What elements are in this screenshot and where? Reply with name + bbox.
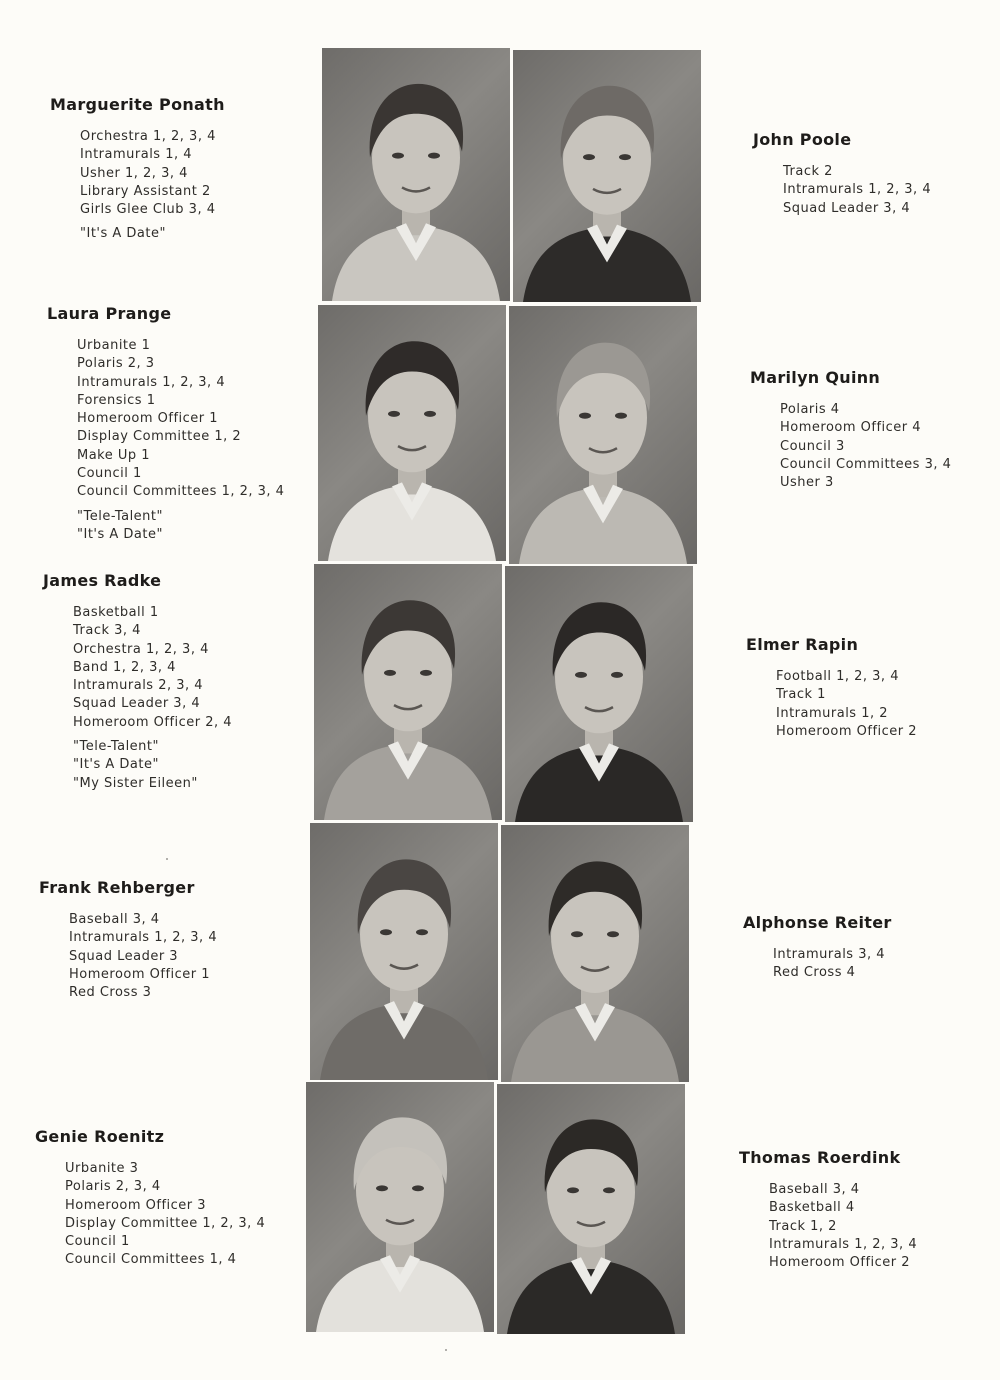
activity-list <box>35 1160 265 1270</box>
activity-item: Polaris 2, 3, 4 <box>65 1179 161 1195</box>
activity-item: Usher 3 <box>780 475 834 491</box>
activity-item: Homeroom Officer 4 <box>780 420 922 436</box>
activity-item: Intramurals 3, 4 <box>773 947 886 962</box>
portrait-eye <box>607 931 619 937</box>
student-name: Frank Rehberger <box>39 878 195 897</box>
activity-item: Library Assistant 2 <box>80 183 211 199</box>
portrait-attire <box>332 225 500 301</box>
portrait-photo-icon <box>509 306 697 564</box>
activity-item: Homeroom Officer 1 <box>77 411 219 427</box>
portrait-eye <box>380 929 392 935</box>
activity-list <box>50 128 225 219</box>
portrait-eye <box>376 1185 388 1191</box>
play-item: "Tele-Talent" <box>73 739 159 755</box>
portrait-photo-laura-prange <box>318 305 506 561</box>
activity-item: Red Cross 4 <box>773 965 856 981</box>
portrait-attire <box>507 1259 675 1334</box>
activity-item: Urbanite 3 <box>65 1161 139 1176</box>
portrait-eye <box>579 413 591 419</box>
activity-item: Intramurals 1, 2, 3, 4 <box>783 182 932 198</box>
activity-item: Polaris 4 <box>780 402 840 417</box>
portrait-photo-icon <box>497 1084 685 1334</box>
activity-item: Orchestra 1, 2, 3, 4 <box>80 129 216 144</box>
paper-speck <box>445 1349 447 1351</box>
student-name: Laura Prange <box>47 304 172 323</box>
activity-item: Intramurals 1, 2, 3, 4 <box>69 930 218 946</box>
activity-item: Usher 1, 2, 3, 4 <box>80 165 188 181</box>
portrait-photo-genie-roenitz <box>306 1082 494 1332</box>
portrait-eye <box>420 670 432 676</box>
activity-item: Display Committee 1, 2 <box>77 429 242 445</box>
activity-list <box>750 401 951 492</box>
student-name: James Radke <box>43 571 162 590</box>
portrait-attire <box>523 227 691 302</box>
portrait-attire <box>519 487 687 564</box>
portrait-photo-marilyn-quinn <box>509 306 697 564</box>
portrait-eye <box>412 1185 424 1191</box>
play-item: "My Sister Eileen" <box>73 775 198 791</box>
portrait-eye <box>424 411 436 417</box>
activity-item: Council Committees 1, 2, 3, 4 <box>77 484 285 500</box>
activity-item: Forensics 1 <box>77 392 156 408</box>
student-entry-thomas-roerdink <box>739 1148 917 1272</box>
activity-item: Squad Leader 3, 4 <box>73 696 201 712</box>
portrait-eye <box>611 672 623 678</box>
student-name: Elmer Rapin <box>746 635 859 654</box>
activity-list <box>43 604 232 732</box>
student-entry-laura-prange <box>47 304 284 544</box>
portrait-attire <box>511 1005 679 1082</box>
activity-item: Orchestra 1, 2, 3, 4 <box>73 641 209 657</box>
portrait-photo-alphonse-reiter <box>501 825 689 1082</box>
student-entry-genie-roenitz <box>35 1127 265 1270</box>
portrait-attire <box>316 1257 484 1332</box>
student-entry-alphonse-reiter <box>743 913 892 983</box>
portrait-eye <box>619 154 631 160</box>
activity-list <box>746 668 917 741</box>
student-name: John Poole <box>753 130 852 149</box>
activity-list <box>47 337 284 502</box>
portrait-eye <box>392 153 404 159</box>
activity-item: Basketball 4 <box>769 1200 855 1216</box>
activity-item: Polaris 2, 3 <box>77 356 155 372</box>
activity-list <box>753 163 931 218</box>
activity-item: Council 1 <box>77 466 142 482</box>
portrait-eye <box>571 931 583 937</box>
activity-item: Track 2 <box>783 164 833 179</box>
activity-item: Track 1 <box>776 687 826 703</box>
student-entry-james-radke <box>43 571 232 793</box>
play-list <box>47 508 284 545</box>
portrait-attire <box>324 743 492 820</box>
activity-item: Council 1 <box>65 1234 130 1250</box>
activity-item: Squad Leader 3 <box>69 948 179 964</box>
activity-item: Council 3 <box>780 438 845 454</box>
portrait-photo-elmer-rapin <box>505 566 693 822</box>
activity-item: Girls Glee Club 3, 4 <box>80 202 216 218</box>
activity-item: Intramurals 1, 2, 3, 4 <box>77 374 226 390</box>
activity-item: Homeroom Officer 2, 4 <box>73 714 233 730</box>
activity-item: Council Committees 1, 4 <box>65 1252 237 1268</box>
activity-item: Homeroom Officer 3 <box>65 1197 207 1213</box>
activity-item: Football 1, 2, 3, 4 <box>776 669 899 684</box>
activity-item: Intramurals 1, 2 <box>776 705 889 721</box>
activity-item: Homeroom Officer 1 <box>69 966 211 982</box>
activity-item: Homeroom Officer 2 <box>769 1255 911 1271</box>
activity-list <box>739 1181 917 1272</box>
student-entry-elmer-rapin <box>746 635 917 741</box>
portrait-eye <box>567 1187 579 1193</box>
play-list <box>50 225 225 243</box>
activity-item: Baseball 3, 4 <box>769 1182 860 1197</box>
activity-list <box>39 911 217 1002</box>
activity-item: Intramurals 2, 3, 4 <box>73 678 204 694</box>
portrait-eye <box>416 929 428 935</box>
portrait-photo-icon <box>318 305 506 561</box>
student-name: Alphonse Reiter <box>743 913 892 932</box>
portrait-eye <box>388 411 400 417</box>
portrait-attire <box>328 484 496 561</box>
portrait-photo-icon <box>306 1082 494 1332</box>
activity-list <box>743 946 892 983</box>
student-entry-frank-rehberger <box>39 878 217 1002</box>
play-item: "It's A Date" <box>73 757 159 773</box>
portrait-photo-james-radke <box>314 564 502 820</box>
activity-item: Urbanite 1 <box>77 338 151 353</box>
activity-item: Band 1, 2, 3, 4 <box>73 659 176 675</box>
portrait-eye <box>575 672 587 678</box>
activity-item: Basketball 1 <box>73 605 159 620</box>
student-name: Marilyn Quinn <box>750 368 881 387</box>
portrait-eye <box>583 154 595 160</box>
activity-item: Council Committees 3, 4 <box>780 456 952 472</box>
portrait-photo-frank-rehberger <box>310 823 498 1080</box>
portrait-photo-john-poole <box>513 50 701 302</box>
play-item: "It's A Date" <box>77 526 163 542</box>
portrait-photo-icon <box>322 48 510 301</box>
portrait-photo-icon <box>310 823 498 1080</box>
activity-item: Make Up 1 <box>77 447 151 463</box>
portrait-attire <box>515 745 683 822</box>
play-item: "It's A Date" <box>80 226 166 242</box>
activity-item: Display Committee 1, 2, 3, 4 <box>65 1215 266 1231</box>
portrait-photo-thomas-roerdink <box>497 1084 685 1334</box>
portrait-eye <box>384 670 396 676</box>
portrait-photo-icon <box>505 566 693 822</box>
activity-item: Intramurals 1, 2, 3, 4 <box>769 1236 918 1252</box>
portrait-eye <box>603 1187 615 1193</box>
portrait-eye <box>428 153 440 159</box>
portrait-photo-marguerite-ponath <box>322 48 510 301</box>
portrait-photo-icon <box>501 825 689 1082</box>
paper-speck <box>166 858 168 860</box>
portrait-attire <box>320 1003 488 1080</box>
play-list <box>43 738 232 793</box>
activity-item: Red Cross 3 <box>69 985 152 1001</box>
student-entry-marguerite-ponath <box>50 95 225 244</box>
student-name: Thomas Roerdink <box>739 1148 901 1167</box>
activity-item: Squad Leader 3, 4 <box>783 200 911 216</box>
student-name: Marguerite Ponath <box>50 95 225 114</box>
portrait-photo-icon <box>314 564 502 820</box>
student-entry-marilyn-quinn <box>750 368 951 492</box>
activity-item: Intramurals 1, 4 <box>80 147 193 163</box>
student-entry-john-poole <box>753 130 931 218</box>
activity-item: Baseball 3, 4 <box>69 912 160 927</box>
activity-item: Homeroom Officer 2 <box>776 723 918 739</box>
activity-item: Track 1, 2 <box>769 1218 837 1234</box>
portrait-eye <box>615 413 627 419</box>
activity-item: Track 3, 4 <box>73 623 141 639</box>
student-name: Genie Roenitz <box>35 1127 165 1146</box>
portrait-photo-icon <box>513 50 701 302</box>
play-item: "Tele-Talent" <box>77 508 163 524</box>
